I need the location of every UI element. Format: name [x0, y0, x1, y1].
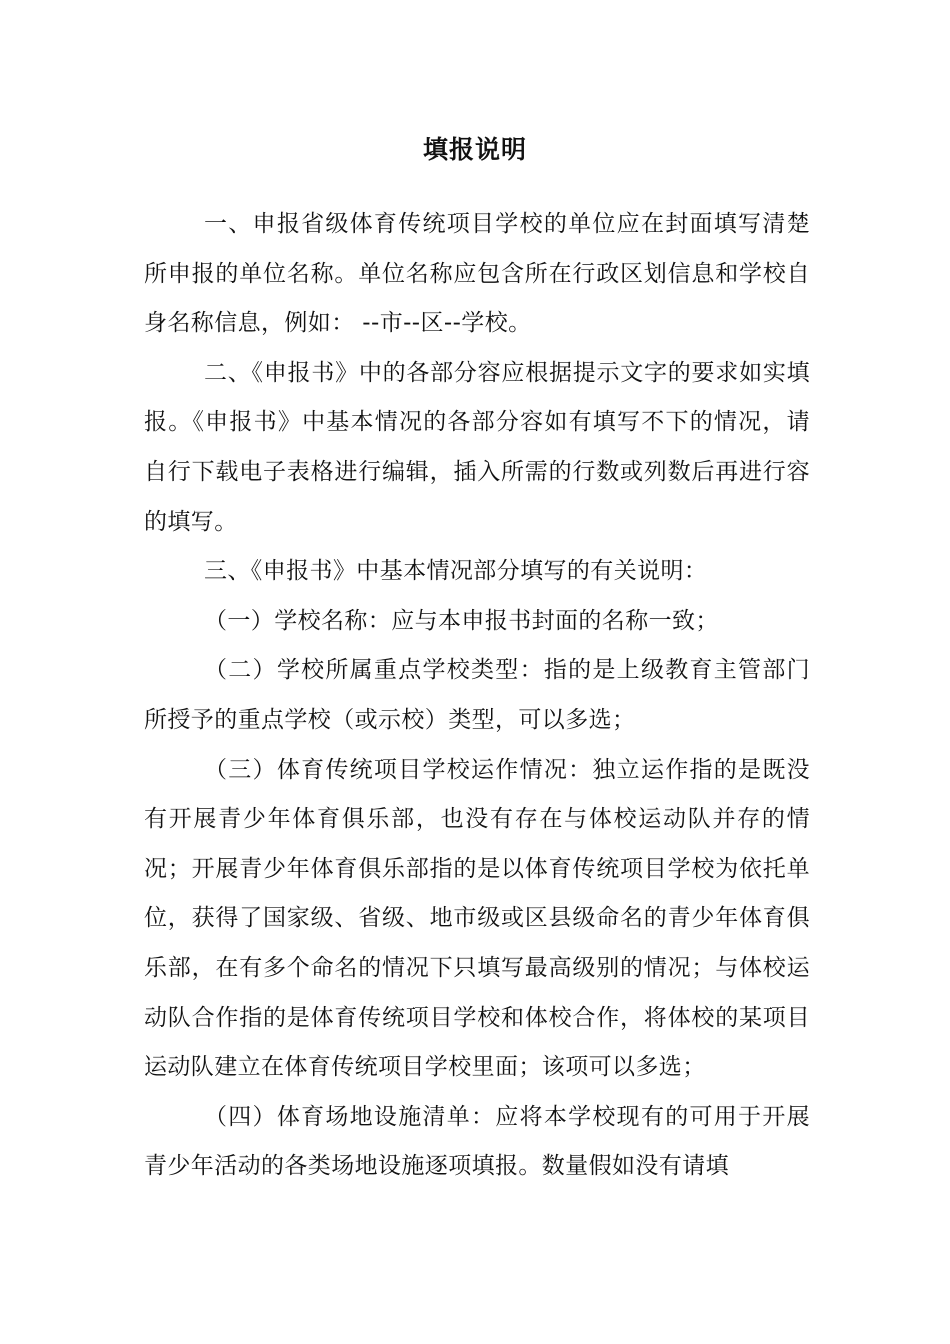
paragraph-3: 三、《申报书》中基本情况部分填写的有关说明：: [204, 558, 708, 585]
paragraph-7: （四）体育场地设施清单：应将本学校现有的可用于开展青少年活动的各类场地设施逐项填报。数量假如没有请填: [144, 1103, 810, 1180]
document-body: [144, 200, 810, 1192]
page-title: 填报说明: [422, 135, 527, 164]
paragraph-2: 二、《申报书》中的各部分容应根据提示文字的要求如实填报。《申报书》中基本情况的各部分容如有填写不下的情况，请自行下载电子表格进行编辑，插入所需的行数或列数后再进行容的填写。: [144, 359, 810, 535]
paragraph-1: 一、申报省级体育传统项目学校的单位应在封面填写清楚所申报的单位名称。单位名称应包含所在行政区划信息和学校自身名称信息，例如： --市--区--学校。: [144, 211, 810, 337]
paragraph-4: （一）学校名称：应与本申报书封面的名称一致；: [204, 607, 719, 634]
paragraph-6: （三）体育传统项目学校运作情况：独立运作指的是既没有开展青少年体育俱乐部，也没有存在与体校运动队并存的情况；开展青少年体育俱乐部指的是以体育传统项目学校为依托单位，获得了国家级、省级、地市级或区县级命名的青少年体育俱乐部，在有多个命名的情况下只填写最高级别的情况；与体校运动队合作指的是体育传统项目学校和体校合作，将体校的某项目运动队建立在体育传统项目学校里面；该项可以多选；: [144, 756, 810, 1081]
paragraph-5: （二）学校所属重点学校类型：指的是上级教育主管部门所授予的重点学校（或示校）类型，可以多选；: [144, 657, 810, 733]
